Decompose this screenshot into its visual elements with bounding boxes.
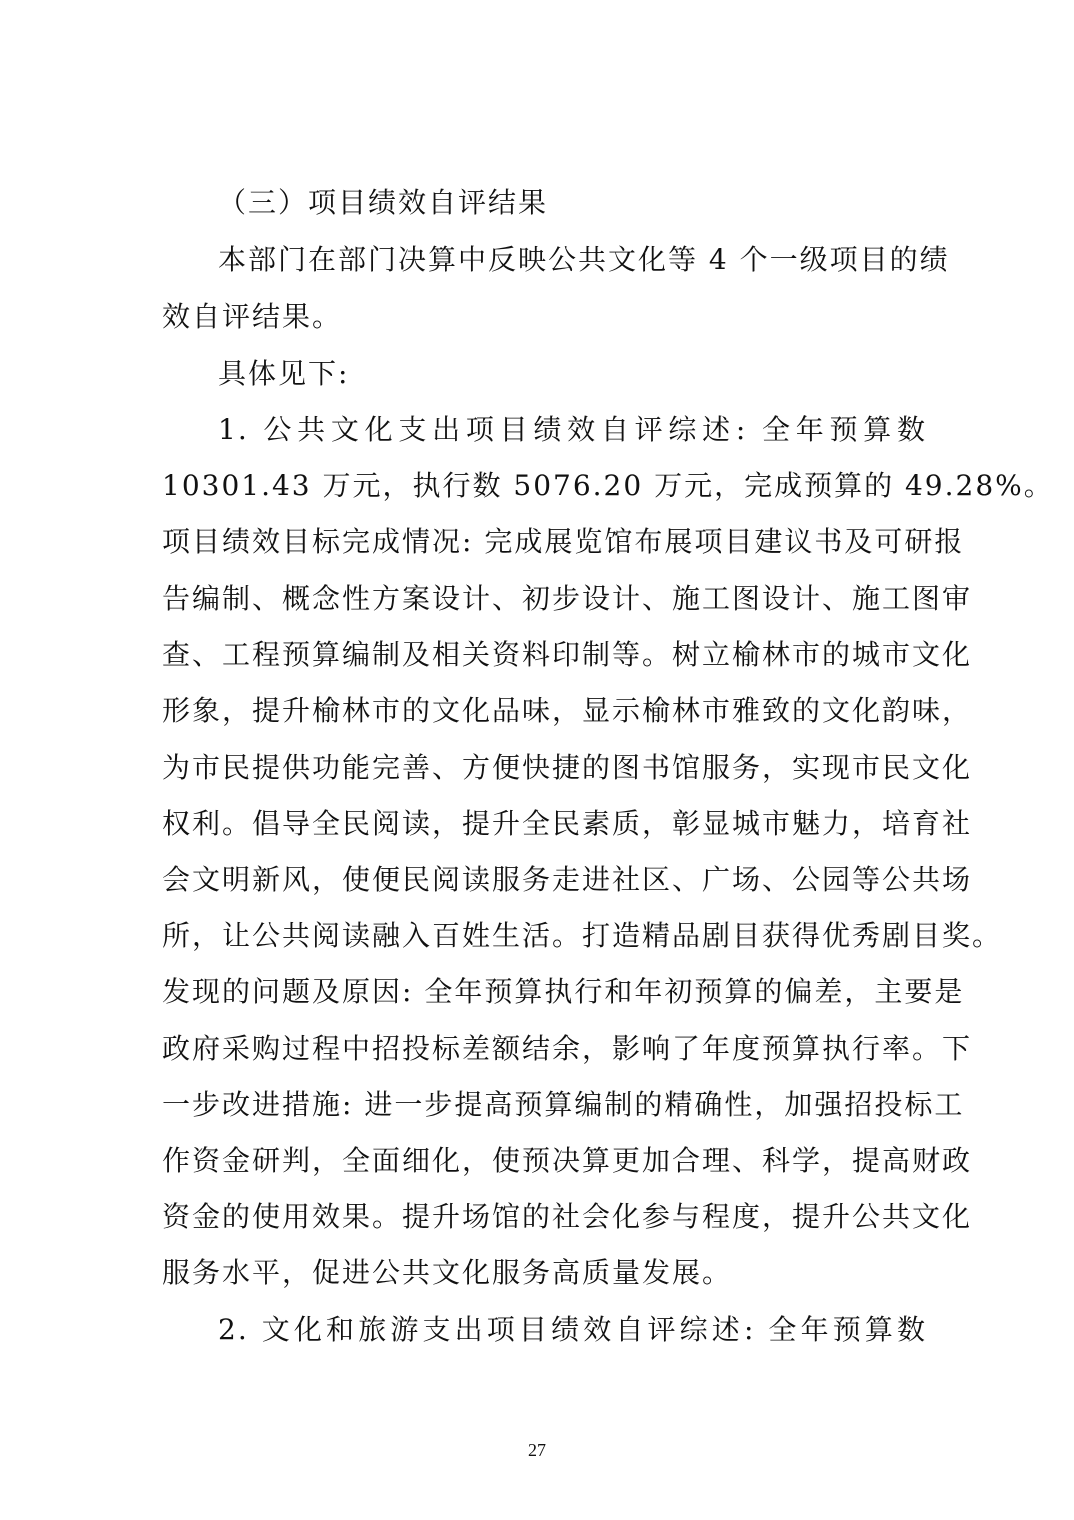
paragraph-line: 所，让公共阅读融入百姓生活。打造精品剧目获得优秀剧目奖。: [162, 919, 1003, 952]
paragraph-line: 效自评结果。: [162, 300, 343, 333]
paragraph-line: 具体见下:: [218, 357, 350, 390]
paragraph-line: 2. 文化和旅游支出项目绩效自评综述: 全年预算数: [218, 1313, 927, 1346]
section-heading: （三）项目绩效自评结果: [218, 186, 549, 219]
paragraph-line: 本部门在部门决算中反映公共文化等 4 个一级项目的绩: [218, 243, 950, 276]
paragraph-line: 服务水平，促进公共文化服务高质量发展。: [162, 1256, 733, 1289]
paragraph-line: 一步改进措施: 进一步提高预算编制的精确性，加强招投标工: [162, 1088, 965, 1121]
paragraph-line: 1. 公共文化支出项目绩效自评综述: 全年预算数: [218, 413, 927, 446]
paragraph-line: 会文明新风，使便民阅读服务走进社区、广场、公园等公共场: [162, 863, 973, 896]
paragraph-line: 查、工程预算编制及相关资料印制等。树立榆林市的城市文化: [162, 638, 973, 671]
paragraph-line: 资金的使用效果。提升场馆的社会化参与程度，提升公共文化: [162, 1200, 973, 1233]
paragraph-line: 告编制、概念性方案设计、初步设计、施工图设计、施工图审: [162, 582, 973, 615]
paragraph-line: 形象，提升榆林市的文化品味，显示榆林市雅致的文化韵味，: [162, 694, 973, 727]
paragraph-line: 发现的问题及原因: 全年预算执行和年初预算的偏差，主要是: [162, 975, 965, 1008]
paragraph-line: 权利。倡导全民阅读，提升全民素质，彰显城市魅力，培育社: [162, 807, 973, 840]
paragraph-line: 10301.43 万元，执行数 5076.20 万元，完成预算的 49.28%。: [162, 469, 1054, 502]
page-number: 27: [528, 1440, 546, 1460]
paragraph-line: 项目绩效目标完成情况: 完成展览馆布展项目建议书及可研报: [162, 525, 965, 558]
paragraph-line: 为市民提供功能完善、方便快捷的图书馆服务，实现市民文化: [162, 751, 973, 784]
paragraph-line: 作资金研判，全面细化，使预决算更加合理、科学，提高财政: [162, 1144, 973, 1177]
paragraph-line: 政府采购过程中招投标差额结余，影响了年度预算执行率。下: [162, 1032, 973, 1065]
